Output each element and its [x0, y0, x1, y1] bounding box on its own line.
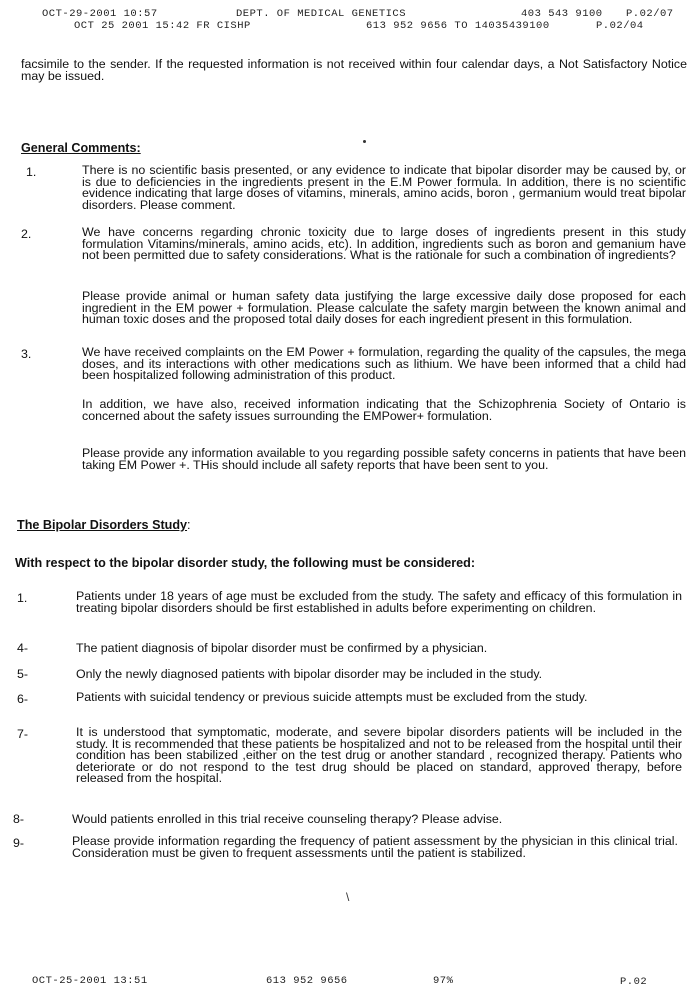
fax-relay-route: 613 952 9656 TO 14035439100 [366, 20, 550, 32]
study-item-6-text: Patients with suicidal tendency or previous suicide attempts must be excluded from the study. [76, 690, 588, 704]
study-item-1-number: 1. [17, 591, 28, 605]
fax-header-phone: 403 543 9100 [521, 8, 603, 20]
study-item-1-text: Patients under 18 years of age must be excluded from the study. The safety and efficacy of this formulation in treating bipolar disorders should be first established in adults before experimenting on children. [76, 589, 682, 615]
comment-1-number: 1. [26, 165, 37, 179]
stray-mark: \ [346, 890, 350, 904]
study-item-8-text: Would patients enrolled in this trial receive counseling therapy? Please advise. [72, 812, 503, 826]
fax-header-page: P.02/07 [626, 8, 674, 20]
fax-header-department: DEPT. OF MEDICAL GENETICS [236, 8, 407, 20]
comment-3-text-b: In addition, we have also, received information indicating that the Schizophrenia Society of Ontario is concerned about the safety issues surrounding the EMPower+ formulation. [82, 397, 686, 423]
fax-header-datetime: OCT-29-2001 10:57 [42, 8, 158, 20]
comment-3-text-a: We have received complaints on the EM Power + formulation, regarding the quality of the capsules, the mega doses, and its interactions with other medications such as lithium. We have been informed that a child had been hospitalized following administration of this product. [82, 345, 686, 383]
bipolar-study-heading: The Bipolar Disorders Study: [17, 518, 191, 532]
study-item-9-number: 9- [13, 836, 25, 850]
study-item-9-text: Please provide information regarding the frequency of patient assessment by the physician in this clinical trial. Consideration must be given to frequent assessments until the patient is stabilized. [72, 834, 678, 860]
study-item-6-number: 6- [17, 692, 29, 706]
comment-2-number: 2. [21, 227, 32, 241]
intro-paragraph: facsimile to the sender. If the requested information is not received within four calendar days, a Not Satisfactory Notice may be issued. [21, 57, 687, 83]
bipolar-study-intro: With respect to the bipolar disorder study, the following must be considered: [15, 556, 476, 570]
comment-2-text-a: We have concerns regarding chronic toxicity due to large doses of ingredients present in this study formulation Vitamins/minerals, amino acids, etc). In addition, ingredients such as boron and gemanium have not been permitted due to safety considerations. What is the rationale for such a combination of ingredients? [82, 225, 686, 263]
fax-footer-percent: 97% [433, 975, 454, 987]
study-item-4-number: 4- [17, 641, 29, 655]
comment-3-number: 3. [21, 347, 32, 361]
study-item-7-number: 7- [17, 727, 29, 741]
comment-1-text: There is no scientific basis presented, or any evidence to indicate that bipolar disorder may be caused by, or is due to deficiencies in the ingredients present in the E.M Power formula. In addition, there is no scientific evidence indicating that large doses of vitamins, minerals, amino acids, boron , germanium would treat bipolar disorders. Please comment. [82, 163, 686, 212]
general-comments-heading: General Comments: [21, 141, 141, 155]
study-item-8-number: 8- [13, 812, 25, 826]
comment-3-text-c: Please provide any information available to you regarding possible safety concerns in patients that have been taking EM Power +. THis should include all safety reports that have been sent to you. [82, 446, 686, 472]
fax-footer-phone: 613 952 9656 [266, 975, 348, 987]
study-item-5-text: Only the newly diagnosed patients with bipolar disorder may be included in the study. [76, 667, 543, 681]
comment-2-text-b: Please provide animal or human safety data justifying the large excessive daily dose proposed for each ingredient in the EM power + formulation. Please calculate the safety margin between the known animal and human toxic doses and the proposed total daily doses for each ingredient present in this formulation. [82, 289, 686, 327]
fax-footer-datetime: OCT-25-2001 13:51 [32, 975, 148, 987]
study-item-4-text: The patient diagnosis of bipolar disorder must be confirmed by a physician. [76, 641, 488, 655]
study-item-5-number: 5- [17, 667, 29, 681]
fax-footer-page: P.02 [620, 976, 648, 988]
speck [363, 140, 366, 143]
fax-relay-page: P.02/04 [596, 20, 644, 32]
study-item-7-text: It is understood that symptomatic, moderate, and severe bipolar disorders patients will be included in the study. It is recommended that these patients be hospitalized and not to be released from the hospital until their condition has been stabilized ,either on the test drug or another standard , recognized therapy. Patients who deteriorate or do not respond to the test drug should be placed on standard, approved therapy, before released from the hospital. [76, 725, 682, 786]
fax-relay-datetime: OCT 25 2001 15:42 FR CISHP [74, 20, 251, 32]
